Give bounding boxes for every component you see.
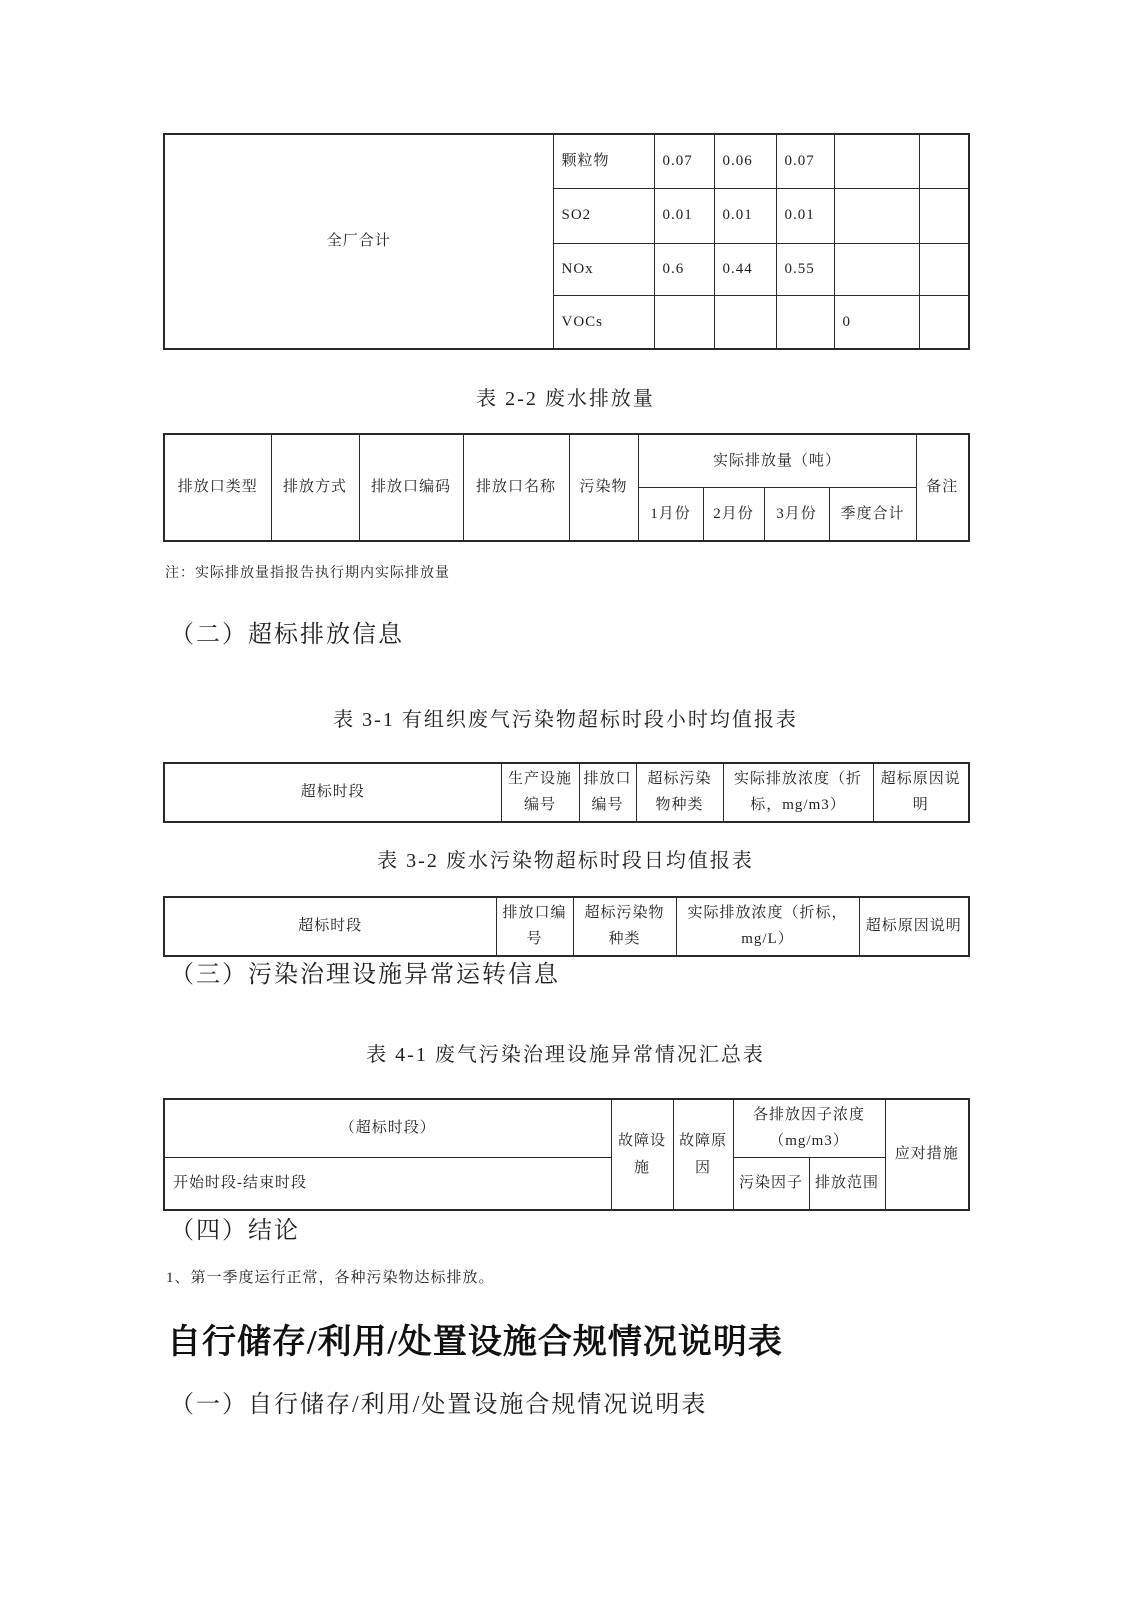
cell-jan: 0.6	[654, 243, 714, 295]
table-header-row	[164, 763, 969, 822]
chapter-heading: 自行储存/利用/处置设施合规情况说明表	[167, 1324, 783, 1361]
cell-feb: 0.06	[714, 134, 776, 188]
header-pollution-factor: 污染因子	[733, 1157, 809, 1210]
cell-quarter	[834, 243, 919, 295]
cell-jan: 0.01	[654, 188, 714, 243]
table-3-1-title: 表 3-1 有组织废气污染物超标时段小时均值报表	[333, 709, 798, 731]
header-pollutant-type: 超标污染物种类	[573, 897, 676, 956]
header-response: 应对措施	[885, 1099, 969, 1210]
cell-mar: 0.01	[776, 188, 834, 243]
cell-note	[919, 243, 969, 295]
cell-pollutant: SO2	[553, 188, 654, 243]
header-note: 备注	[916, 434, 969, 541]
cell-quarter: 0	[834, 295, 919, 349]
header-pollutant: 污染物	[569, 434, 638, 541]
section-heading-2: （二）超标排放信息	[170, 622, 404, 648]
header-pollutant-type: 超标污染物种类	[636, 763, 723, 822]
cell-pollutant: VOCs	[553, 295, 654, 349]
header-fault-reason: 故障原因	[673, 1099, 733, 1210]
section-heading-3: （三）污染治理设施异常运转信息	[170, 962, 560, 988]
table-2-1-continuation	[163, 133, 970, 350]
section-heading-4: （四）结论	[170, 1218, 300, 1244]
cell-note	[919, 134, 969, 188]
header-discharge-range: 排放范围	[809, 1157, 885, 1210]
header-outlet-no: 排放口编号	[496, 897, 573, 956]
table-4-1	[163, 1098, 970, 1211]
header-jan: 1月份	[638, 487, 703, 541]
table-header-row	[164, 1099, 969, 1157]
table-2-2-title: 表 2-2 废水排放量	[476, 388, 655, 410]
cell-note	[919, 295, 969, 349]
table-header-row	[164, 897, 969, 956]
table-3-2-title: 表 3-2 废水污染物超标时段日均值报表	[377, 850, 754, 872]
table-header-row	[164, 1157, 969, 1210]
header-period: （超标时段）	[164, 1099, 611, 1157]
cell-feb	[714, 295, 776, 349]
cell-quarter	[834, 188, 919, 243]
header-discharge-mode: 排放方式	[271, 434, 359, 541]
header-feb: 2月份	[703, 487, 764, 541]
header-outlet-no: 排放口编号	[579, 763, 636, 822]
cell-jan	[654, 295, 714, 349]
header-concentration: 实际排放浓度（折标，mg/m3）	[723, 763, 873, 822]
cell-jan: 0.07	[654, 134, 714, 188]
table-2-2	[163, 433, 970, 542]
header-facility-no: 生产设施编号	[501, 763, 579, 822]
header-mar: 3月份	[764, 487, 829, 541]
header-reason: 超标原因说明	[859, 897, 969, 956]
header-concentration: 实际排放浓度（折标，mg/L）	[676, 897, 859, 956]
cell-pollutant: 颗粒物	[553, 134, 654, 188]
cell-note	[919, 188, 969, 243]
cell-mar: 0.07	[776, 134, 834, 188]
cell-feb: 0.44	[714, 243, 776, 295]
header-quarter-total: 季度合计	[829, 487, 916, 541]
table-3-2	[163, 896, 970, 957]
table-3-1	[163, 762, 970, 823]
header-period: 超标时段	[164, 897, 496, 956]
header-outlet-name: 排放口名称	[463, 434, 569, 541]
cell-quarter	[834, 134, 919, 188]
cell-feb: 0.01	[714, 188, 776, 243]
header-period: 超标时段	[164, 763, 501, 822]
cell-group-label: 全厂合计	[164, 134, 553, 349]
header-fault-facility: 故障设施	[611, 1099, 673, 1210]
header-actual-amount: 实际排放量（吨）	[638, 434, 916, 487]
header-outlet-code: 排放口编码	[359, 434, 463, 541]
table-2-2-footnote: 注：实际排放量指报告执行期内实际排放量	[165, 566, 450, 581]
table-row	[164, 134, 969, 188]
conclusion-text: 1、第一季度运行正常，各种污染物达标排放。	[166, 1270, 495, 1286]
section-heading-1: （一）自行储存/利用/处置设施合规情况说明表	[170, 1392, 708, 1418]
cell-mar: 0.55	[776, 243, 834, 295]
table-header-row	[164, 434, 969, 487]
cell-pollutant: NOx	[553, 243, 654, 295]
header-outlet-type: 排放口类型	[164, 434, 271, 541]
header-factor-concentration: 各排放因子浓度（mg/m3）	[733, 1099, 885, 1157]
table-4-1-title: 表 4-1 废气污染治理设施异常情况汇总表	[366, 1044, 765, 1066]
header-period-sub: 开始时段-结束时段	[164, 1157, 611, 1210]
header-reason: 超标原因说明	[873, 763, 969, 822]
cell-mar	[776, 295, 834, 349]
